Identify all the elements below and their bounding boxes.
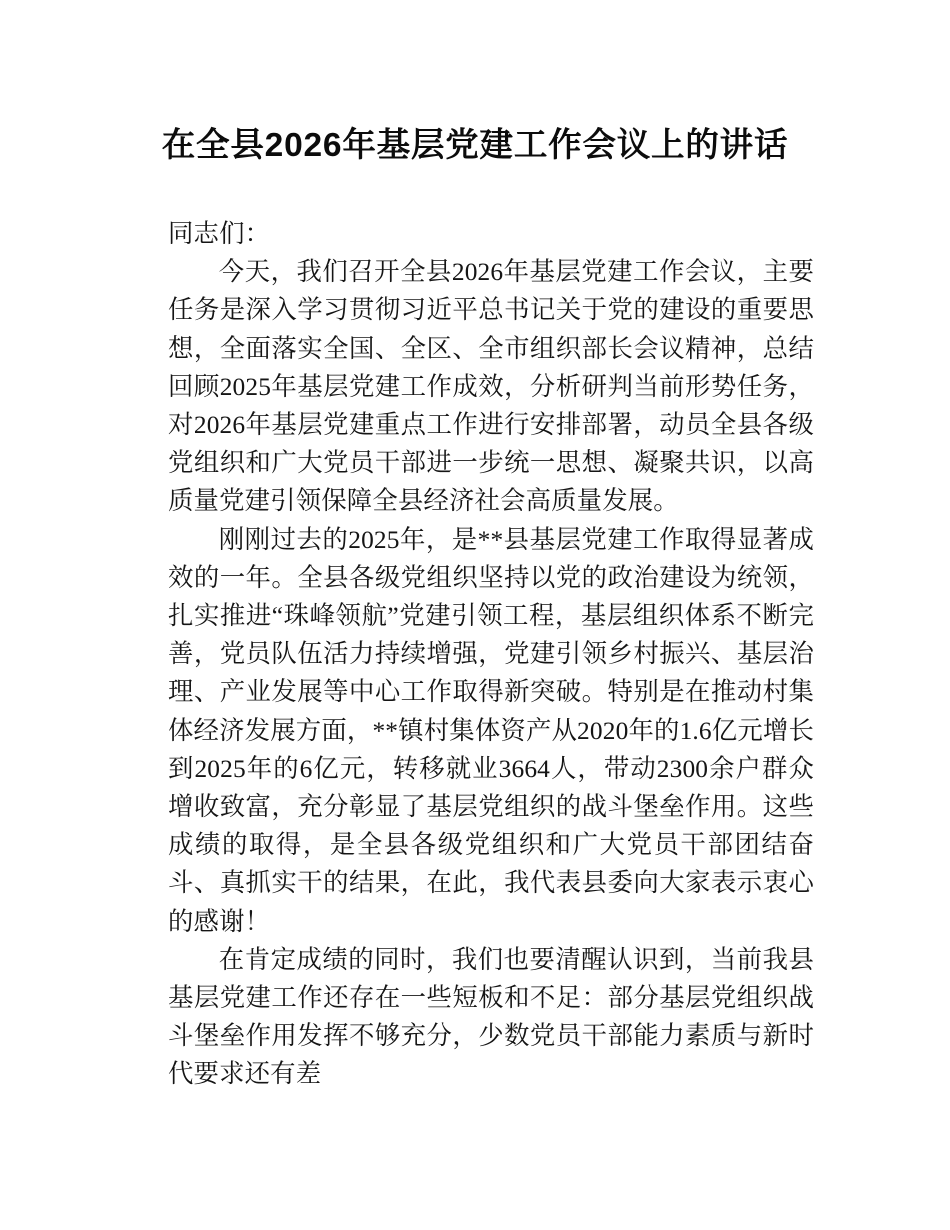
salutation-line: 同志们： bbox=[168, 220, 271, 248]
paragraph-3: 在肯定成绩的同时，我们也要清醒认识到，当前我县基层党建工作还存在一些短板和不足：部分基层党组织战斗堡垒作用发挥不够充分，少数党员干部能力素质与新时代要求还有差 bbox=[168, 945, 814, 1089]
document-body bbox=[168, 215, 814, 1094]
page-title: 在全县2026年基层党建工作会议上的讲话 bbox=[161, 127, 789, 165]
paragraph-1: 今天，我们召开全县2026年基层党建工作会议，主要任务是深入学习贯彻习近平总书记关于党的建设的重要思想，全面落实全国、全区、全市组织部长会议精神，总结回顾2025年基层党建工作成效，分析研判当前形势任务，对2026年基层党建重点工作进行安排部署，动员全县各级党组织和广大党员干部进一步统一思想、凝聚共识，以高质量党建引领保障全县经济社会高质量发展。 bbox=[168, 258, 814, 516]
paragraph-2: 刚刚过去的2025年，是**县基层党建工作取得显著成效的一年。全县各级党组织坚持以党的政治建设为统领，扎实推进“珠峰领航”党建引领工程，基层组织体系不断完善，党员队伍活力持续增强，党建引领乡村振兴、基层治理、产业发展等中心工作取得新突破。特别是在推动村集体经济发展方面，**镇村集体资产从2020年的1.6亿元增长到2025年的6亿元，转移就业3664人，带动2300余户群众增收致富，充分彰显了基层党组织的战斗堡垒作用。这些成绩的取得，是全县各级党组织和广大党员干部团结奋斗、真抓实干的结果，在此，我代表县委向大家表示衷心的感谢！ bbox=[168, 525, 814, 936]
